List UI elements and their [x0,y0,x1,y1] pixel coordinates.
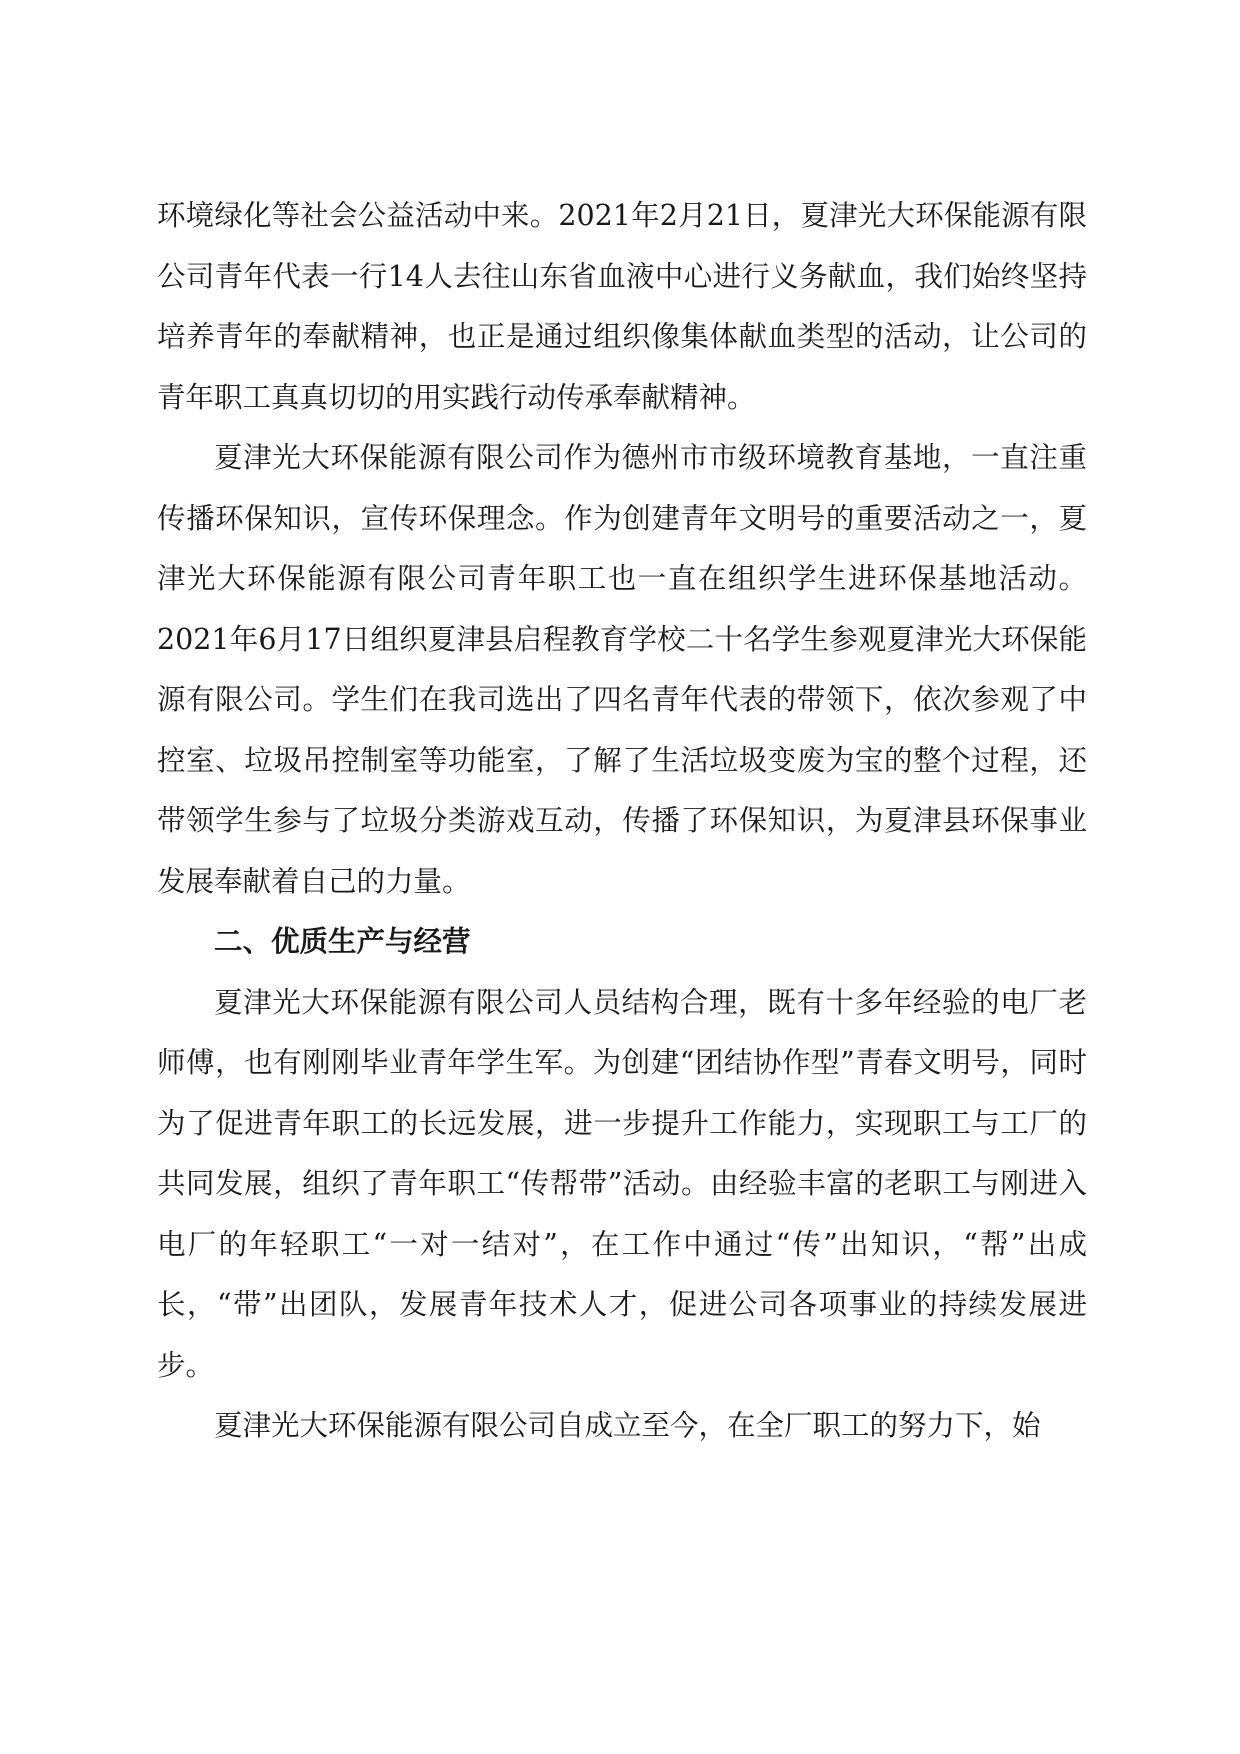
paragraph-company-history: 夏津光大环保能源有限公司自成立至今，在全厂职工的努力下，始 [214,1409,1041,1442]
section-heading: 二、优质生产与经营 [214,925,471,958]
paragraph-mentorship: 夏津光大环保能源有限公司人员结构合理，既有十多年经验的电厂老师傅，也有刚刚毕业青年学生军。为创建“团结协作型”青春文明号，同时为了促进青年职工的长远发展，进一步提升工作能力，实现职工与工厂的共同发展，组织了青年职工“传帮带”活动。由经验丰富的老职工与刚进入电厂的年轻职工“一对一结对”，在工作中通过“传”出知识，“帮”出成长，“带”出团队，发展青年技术人才，促进公司各项事业的持续发展进步。 [157,985,1087,1382]
paragraph-continuation: 环境绿化等社会公益活动中来。2021年2月21日，夏津光大环保能源有限公司青年代表一行14人去往山东省血液中心进行义务献血，我们始终坚持培养青年的奉献精神，也正是通过组织像集体献血类型的活动，让公司的青年职工真真切切的用实践行动传承奉献精神。 [157,199,1087,414]
paragraph-environment-education: 夏津光大环保能源有限公司作为德州市市级环境教育基地，一直注重传播环保知识，宣传环保理念。作为创建青年文明号的重要活动之一，夏津光大环保能源有限公司青年职工也一直在组织学生进环保基地活动。2021年6月17日组织夏津县启程教育学校二十名学生参观夏津光大环保能源有限公司。学生们在我司选出了四名青年代表的带领下，依次参观了中控室、垃圾吊控制室等功能室，了解了生活垃圾变废为宝的整个过程，还带领学生参与了垃圾分类游戏互动，传播了环保知识，为夏津县环保事业发展奉献着自己的力量。 [157,441,1087,898]
document-body [157,186,1087,1457]
